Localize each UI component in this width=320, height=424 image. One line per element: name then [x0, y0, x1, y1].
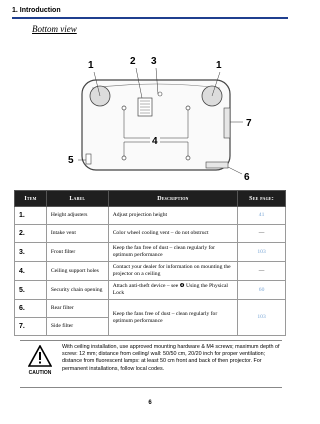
item-number: 4.	[15, 262, 47, 281]
item-see-page[interactable]: 103	[238, 243, 286, 262]
callout-3: 3	[151, 56, 157, 67]
table-row	[15, 207, 286, 225]
item-number: 1.	[15, 207, 47, 225]
item-number: 3.	[15, 243, 47, 262]
front-filter-screw	[158, 92, 162, 96]
item-description: Contact your dealer for information on mounting the projector on a ceiling	[108, 262, 237, 281]
section-header: 1. Introduction	[12, 7, 61, 14]
table-row	[15, 281, 286, 300]
table-row	[15, 243, 286, 262]
table-header-row	[15, 191, 286, 207]
item-description: Adjust projection height	[108, 207, 237, 225]
item-description: Keep the fan free of dust – clean regularly for optimum performance	[108, 243, 237, 262]
item-description: Keep the fans free of dust – clean regularly for optimum performance	[108, 300, 237, 336]
item-see-page: —	[238, 262, 286, 281]
item-label: Side filter	[46, 318, 108, 336]
item-label: Security chain opening	[46, 281, 108, 300]
side-filter	[224, 108, 230, 138]
item-see-page[interactable]: 103	[238, 300, 286, 336]
item-description: Color wheel cooling vent – do not obstruct	[108, 225, 237, 243]
callout-2: 2	[130, 56, 136, 67]
subtitle: Bottom view	[32, 24, 77, 34]
warning-icon	[28, 345, 52, 367]
caution-text: With ceiling installation, use approved mounting hardware & M4 screws; maximum depth of screw: 12 mm; distance from ceiling/ wall: 50/50 cm, 20/20 inch for proper ventilation; distance from fluorescent lamps: at least 50 cm front and back of then projector. For permanent installations, follow local codes.	[62, 344, 280, 372]
item-description: Attach anti-theft device – see ❹ Using the Physical Lock	[108, 281, 237, 300]
column-header-label: Label	[46, 191, 108, 207]
callout-1-left: 1	[88, 60, 94, 71]
caution-label: CAUTION	[28, 370, 52, 376]
caution-box	[20, 340, 282, 388]
callout-6: 6	[244, 172, 250, 183]
callout-1-right: 1	[216, 60, 222, 71]
item-number: 5.	[15, 281, 47, 300]
table-row	[15, 300, 286, 318]
column-header-see-page: See page:	[238, 191, 286, 207]
rear-filter	[206, 162, 228, 168]
callout-7: 7	[246, 118, 252, 129]
item-label: Intake vent	[46, 225, 108, 243]
projector-diagram-svg	[0, 50, 300, 190]
item-number: 2.	[15, 225, 47, 243]
header-rule	[12, 17, 288, 19]
column-header-description: Description	[108, 191, 237, 207]
item-label: Front filter	[46, 243, 108, 262]
table-row	[15, 262, 286, 281]
item-see-page[interactable]: 60	[238, 281, 286, 300]
callout-4: 4	[152, 136, 158, 147]
item-see-page: —	[238, 225, 286, 243]
item-number: 6.	[15, 300, 47, 318]
component-table	[14, 190, 286, 336]
security-chain-opening	[86, 154, 91, 164]
page-number: 6	[148, 400, 152, 406]
item-label: Rear filter	[46, 300, 108, 318]
item-number: 7.	[15, 318, 47, 336]
column-header-item: Item	[15, 191, 47, 207]
table-row	[15, 225, 286, 243]
callout-5: 5	[68, 155, 74, 166]
item-see-page[interactable]: 41	[238, 207, 286, 225]
item-label: Height adjusters	[46, 207, 108, 225]
item-label: Ceiling support holes	[46, 262, 108, 281]
projector-bottom-diagram	[0, 50, 300, 190]
